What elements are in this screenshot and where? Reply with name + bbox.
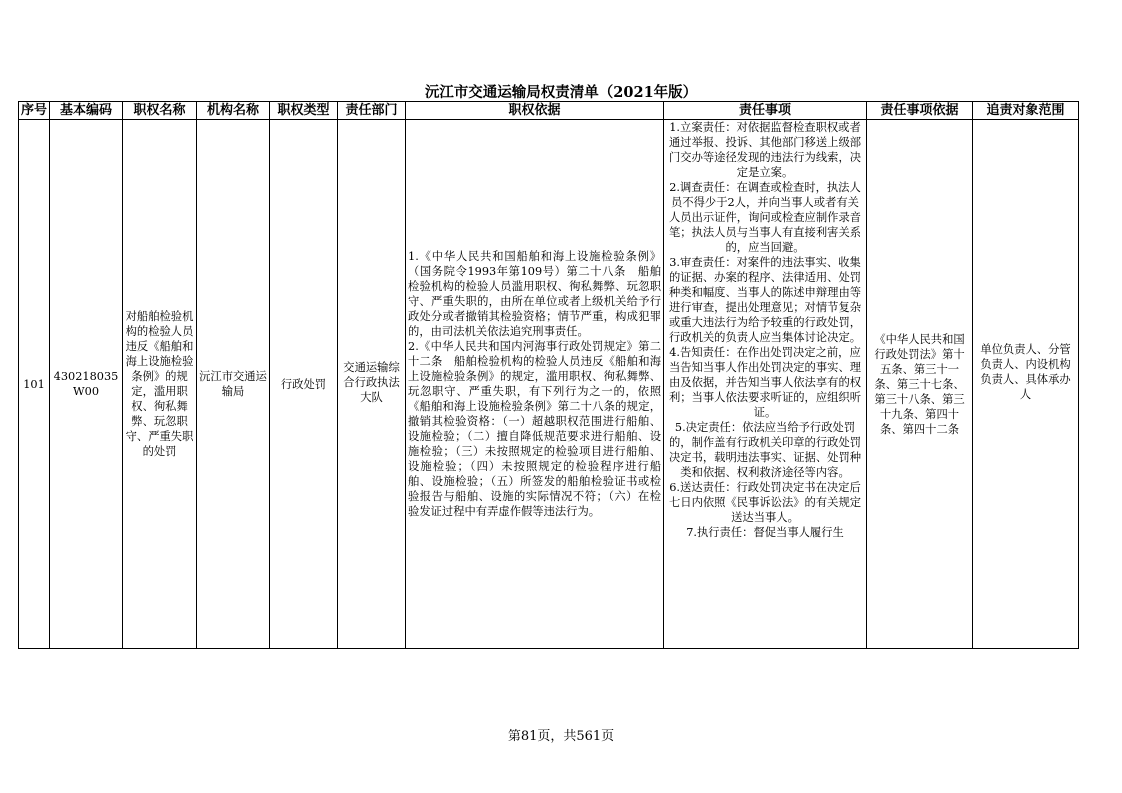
duty-item: 6.送达责任：行政处罚决定书在决定后七日内依照《民事诉讼法》的有关规定送达当事人。 — [668, 481, 862, 524]
page-title: 沅江市交通运输局权责清单（2021年版） — [424, 84, 698, 101]
cell-accountability — [973, 120, 1079, 649]
cell-duty-basis: 《中华人民共和国行政处罚法》第十五条、第三十一条、第三十七条、第三十八条、第三十九条、第四十条、第四十二条 — [867, 120, 973, 649]
header-org-name: 机构名称 — [197, 102, 270, 120]
cell-dept — [338, 120, 406, 649]
power-list-table — [18, 101, 1079, 649]
duties-list — [666, 120, 864, 646]
header-duty-basis: 责任事项依据 — [867, 102, 973, 120]
cell-power-type: 行政处罚 — [270, 120, 338, 649]
cell-basis: 1.《中华人民共和国船舶和海上设施检验条例》（国务院令1993年第109号）第二十八条 船舶检验机构的检验人员滥用职权、徇私舞弊、玩忽职守、严重失职的，由所在单位或者上级机关给予行政处分或者撤销其检验资格；情节严重，构成犯罪的，由司法机关依法追究刑事责任。 2.《中华人民共和国内河海事行政处罚规定》第二十二条 船舶检验机构的检验人员违反《船舶和海上设施检验条例》的规定，滥用职权、徇私舞弊、玩忽职守、严重失职，有下列行为之一的，依照《船舶和海上设施检验条例》第二十八条的规定，撤销其检验资格：（一）超越职权范围进行船舶、设施检验；（二）擅自降低规范要求进行船舶、设施检验；（三）未按照规定的检验项目进行船舶、设施检验；（四）未按照规定的检验程序进行船舶、设施检验；（五）所签发的船舶检验证书或检验报告与船舶、设施的实际情况不符；（六）在检验发证过程中有弄虚作假等违法行为。 — [406, 120, 664, 649]
duty-item: 2.调查责任：在调查或检查时，执法人员不得少于2人，并向当事人或者有关人员出示证件，询问或检查应制作录音笔；执法人员与当事人有直接利害关系的，应当回避。 — [668, 181, 862, 254]
cell-duties — [664, 120, 867, 649]
table-header-row — [19, 102, 1079, 120]
duty-item: 5.决定责任：依法应当给予行政处罚的，制作盖有行政机关印章的行政处罚决定书，载明违法事实、证据、处罚种类和依据、权利救济途径等内容。 — [668, 421, 862, 479]
table-row — [19, 120, 1079, 649]
cell-org-name: 沅江市交通运输局 — [197, 120, 270, 649]
header-code: 基本编码 — [50, 102, 123, 120]
duty-item: 1.立案责任：对依据监督检查职权或者通过举报、投诉、其他部门移送上级部门交办等途径发现的违法行为线索，决定是立案。 — [668, 121, 862, 179]
cell-code: 430218035W00 — [50, 120, 123, 649]
cell-power-name: 对船舶检验机构的检验人员违反《船舶和海上设施检验条例》的规定，滥用职权、徇私舞弊、玩忽职守、严重失职的处罚 — [123, 120, 197, 649]
duty-item: 7.执行责任：督促当事人履行生 — [686, 526, 844, 539]
duty-item: 4.告知责任：在作出处罚决定之前，应当告知当事人作出处罚决定的事实、理由及依据，并告知当事人依法享有的权利；当事人依法要求听证的，应组织听证。 — [668, 346, 862, 419]
dept-text: 交通运输综合行政执法大队 — [343, 361, 400, 404]
header-duties: 责任事项 — [664, 102, 867, 120]
header-accountability: 追责对象范围 — [973, 102, 1079, 120]
header-basis: 职权依据 — [406, 102, 664, 120]
accountability-text: 单位负责人、分管负责人、内设机构负责人、具体承办人 — [980, 343, 1071, 401]
header-seq: 序号 — [19, 102, 50, 120]
header-dept: 责任部门 — [338, 102, 406, 120]
page-footer: 第81页，共561页 — [507, 729, 615, 744]
cell-seq: 101 — [19, 120, 50, 649]
duty-item: 3.审查责任：对案件的违法事实、收集的证据、办案的程序、法律适用、处罚种类和幅度、当事人的陈述申辩理由等进行审查，提出处理意见；对情节复杂或重大违法行为给予较重的行政处罚，行政机关的负责人应当集体讨论决定。 — [668, 256, 862, 344]
header-power-name: 职权名称 — [123, 102, 197, 120]
header-power-type: 职权类型 — [270, 102, 338, 120]
